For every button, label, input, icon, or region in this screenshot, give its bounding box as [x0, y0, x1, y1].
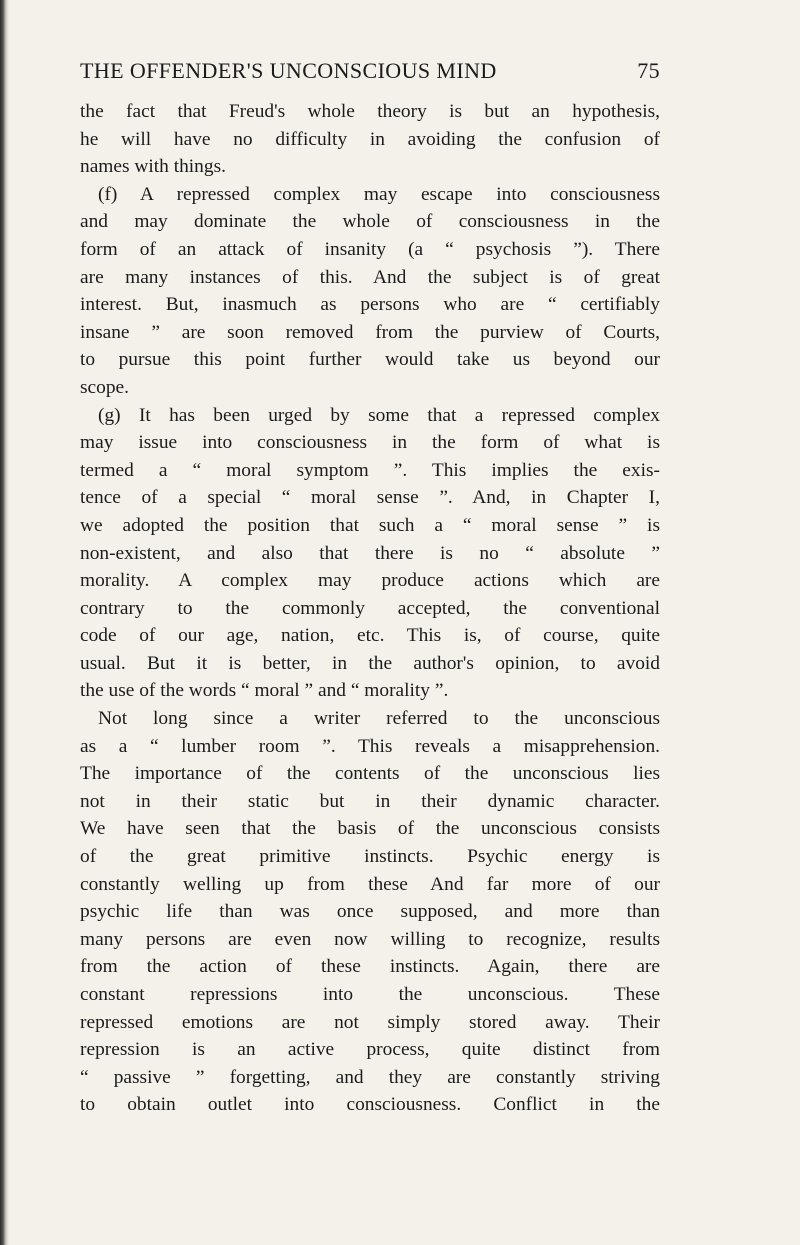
text-line: psychic life than was once supposed, and more than — [80, 901, 660, 923]
text-line: interest. But, inasmuch as persons who are “ certifiably — [80, 294, 660, 316]
text-line: “ passive ” forgetting, and they are constantly striving — [80, 1066, 660, 1088]
page-edge — [0, 0, 9, 1245]
text-line: contrary to the commonly accepted, the conventional — [80, 597, 660, 619]
text-line: The importance of the contents of the unconscious lies — [80, 763, 660, 785]
text-line: to obtain outlet into consciousness. Conflict in the — [80, 1094, 660, 1116]
text-line: not in their static but in their dynamic character. — [80, 790, 660, 812]
text-line: to pursue this point further would take us beyond our — [80, 349, 660, 371]
page-number: 75 — [637, 58, 660, 83]
text-line: non-existent, and also that there is no “ absolute ” — [80, 542, 660, 564]
text-line: he will have no difficulty in avoiding the confusion of — [80, 128, 660, 150]
text-line: names with things. — [80, 156, 226, 178]
text-line: as a “ lumber room ”. This reveals a misapprehension. — [80, 735, 660, 757]
text-line: code of our age, nation, etc. This is, of course, quite — [80, 625, 660, 647]
text-line: (f) A repressed complex may escape into consciousness — [98, 183, 660, 205]
text-line: constant repressions into the unconscious. These — [80, 984, 660, 1005]
text-line: tence of a special “ moral sense ”. And, in Chapter I, — [80, 487, 660, 509]
body-text — [80, 98, 660, 1119]
text-line: We have seen that the basis of the unconscious consists — [80, 818, 660, 840]
text-line: insane ” are soon removed from the purview of Courts, — [80, 321, 660, 343]
text-line: of the great primitive instincts. Psychic energy is — [80, 846, 660, 868]
text-line: we adopted the position that such a “ moral sense ” is — [80, 514, 660, 536]
text-line: constantly welling up from these And far more of our — [80, 873, 660, 895]
text-line: (g) It has been urged by some that a repressed complex — [98, 404, 660, 426]
text-line: the use of the words “ moral ” and “ morality ”. — [80, 680, 449, 702]
text-line: repressed emotions are not simply stored away. Their — [80, 1011, 660, 1033]
text-line: may issue into consciousness in the form of what is — [80, 432, 660, 454]
text-line: and may dominate the whole of consciousness in the — [80, 211, 660, 233]
running-title: THE OFFENDER'S UNCONSCIOUS MIND — [80, 58, 497, 83]
text-line: termed a “ moral symptom ”. This implies the exis- — [80, 459, 660, 481]
text-line: scope. — [80, 376, 129, 398]
text-line: Not long since a writer referred to the unconscious — [98, 708, 660, 730]
text-line: form of an attack of insanity (a “ psychosis ”). There — [80, 238, 660, 260]
text-line: the fact that Freud's whole theory is but an hypothesis, — [80, 101, 660, 122]
text-line: usual. But it is better, in the author's opinion, to avoid — [80, 652, 660, 674]
text-line: many persons are even now willing to recognize, results — [80, 928, 660, 950]
text-line: repression is an active process, quite distinct from — [80, 1039, 660, 1061]
text-line: from the action of these instincts. Again, there are — [80, 956, 660, 978]
text-line: are many instances of this. And the subject is of great — [80, 266, 660, 288]
running-head — [80, 58, 660, 84]
text-line: morality. A complex may produce actions which are — [80, 570, 660, 592]
